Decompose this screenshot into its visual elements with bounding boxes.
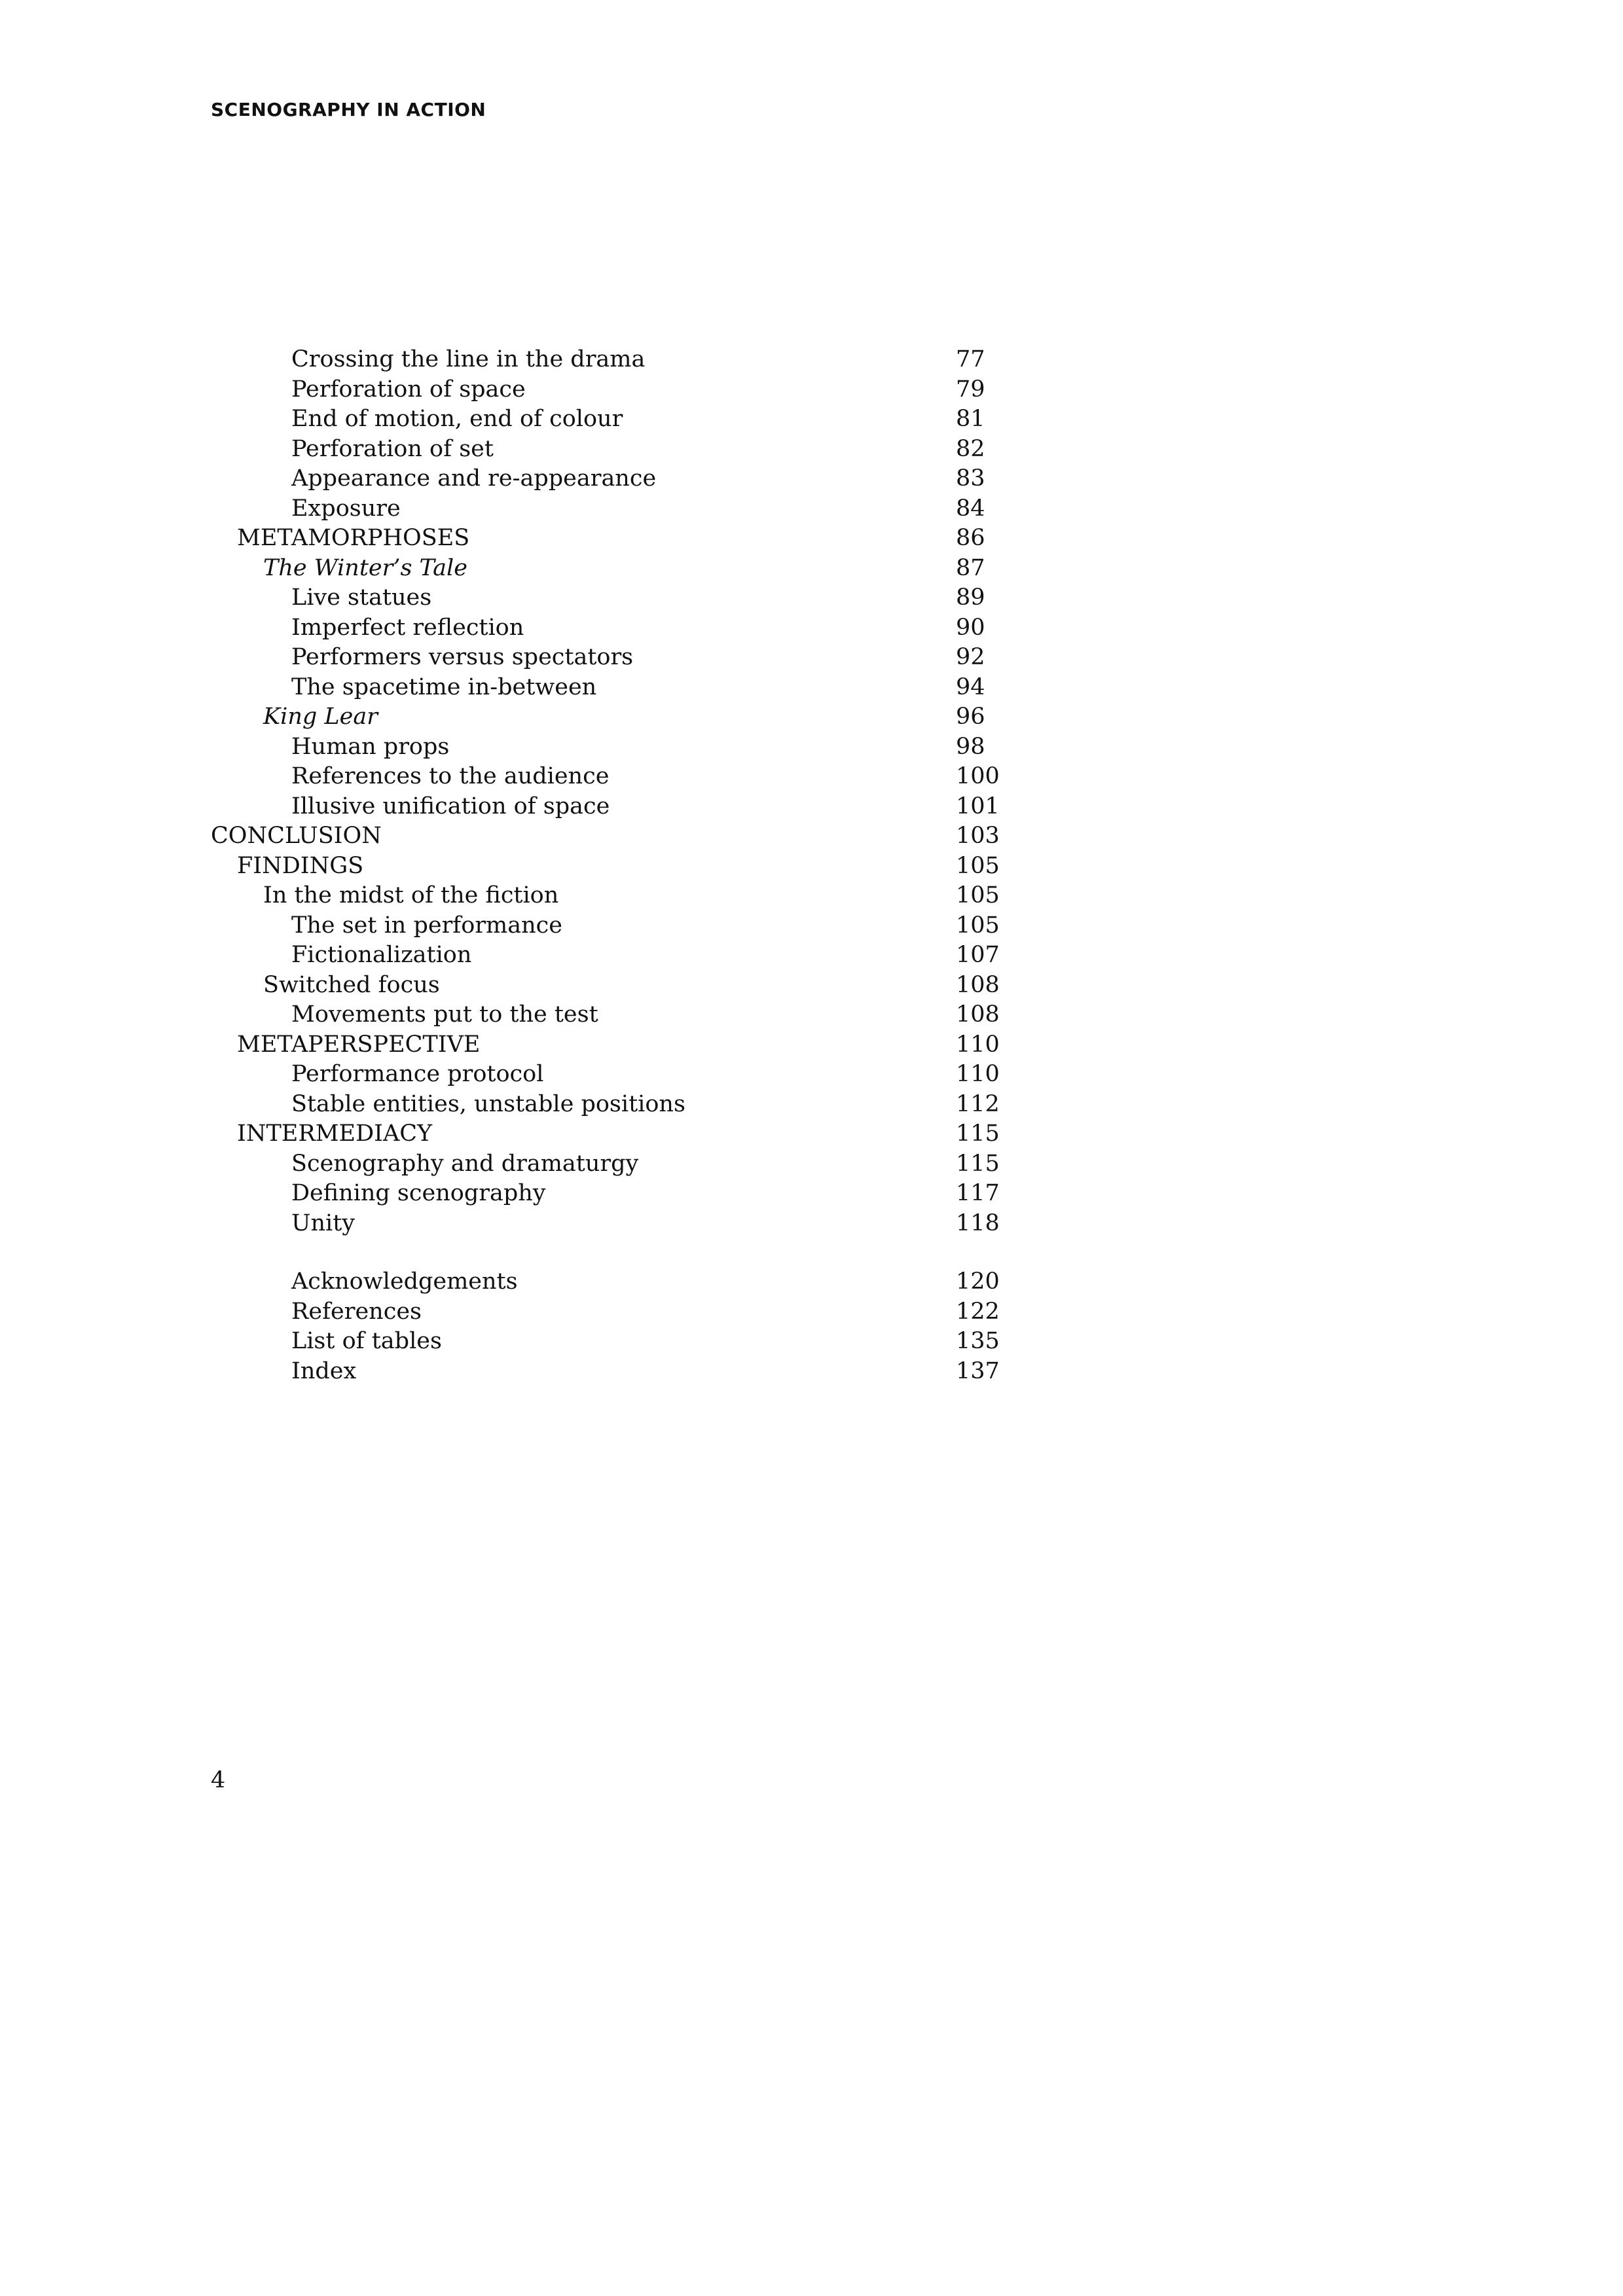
toc-entry-title: The Winter’s Tale — [263, 555, 467, 581]
toc-entry — [0, 1178, 1623, 1208]
toc-entry-page: 92 — [956, 644, 985, 670]
toc-entry-title: Fictionalization — [291, 942, 472, 968]
toc-entry — [0, 880, 1623, 910]
toc-entry-title: Exposure — [291, 495, 401, 522]
toc-entry-page: 117 — [956, 1180, 1000, 1206]
toc-entry — [0, 1089, 1623, 1119]
toc-entry — [0, 1266, 1623, 1297]
toc-entry — [0, 523, 1623, 553]
toc-entry-title: Defining scenography — [291, 1180, 546, 1206]
toc-entry-title: References — [291, 1299, 422, 1325]
toc-entry-page: 90 — [956, 615, 985, 641]
toc-entry-page: 107 — [956, 942, 1000, 968]
toc-entry — [0, 999, 1623, 1030]
toc-entry-title: King Lear — [263, 704, 378, 730]
toc-entry-page: 120 — [956, 1268, 1000, 1295]
toc-entry-title: INTERMEDIACY — [237, 1121, 433, 1147]
toc-entry — [0, 493, 1623, 524]
toc-entry — [0, 553, 1623, 583]
toc-entry-page: 89 — [956, 584, 985, 611]
toc-entry — [0, 642, 1623, 672]
toc-entry — [0, 1356, 1623, 1386]
toc-entry-page: 108 — [956, 1001, 1000, 1028]
page-number: 4 — [211, 1767, 226, 1793]
toc-entry-title: METAPERSPECTIVE — [237, 1031, 481, 1058]
toc-entry — [0, 672, 1623, 702]
toc-entry — [0, 434, 1623, 464]
toc-entry-page: 98 — [956, 734, 985, 760]
toc-entry — [0, 910, 1623, 941]
toc-entry-page: 110 — [956, 1061, 1000, 1087]
toc-entry-page: 82 — [956, 436, 985, 462]
toc-entry-page: 100 — [956, 763, 1000, 789]
toc-entry-page: 84 — [956, 495, 985, 522]
toc-entry-title: The set in performance — [291, 912, 562, 939]
toc-entry-title: METAMORPHOSES — [237, 525, 470, 551]
toc-entry-title: Stable entities, unstable positions — [291, 1091, 685, 1117]
toc-entry-page: 105 — [956, 912, 1000, 939]
toc-entry-title: List of tables — [291, 1328, 442, 1354]
toc-entry-page: 79 — [956, 376, 985, 403]
toc-entry-page: 112 — [956, 1091, 1000, 1117]
toc-entry-page: 122 — [956, 1299, 1000, 1325]
running-head: SCENOGRAPHY IN ACTION — [211, 99, 486, 120]
toc-entry-title: FINDINGS — [237, 853, 364, 879]
toc-entry-title: Performers versus spectators — [291, 644, 634, 670]
toc-entry — [0, 851, 1623, 881]
toc-entry — [0, 940, 1623, 970]
toc-entry-title: Perforation of space — [291, 376, 526, 403]
toc-entry-page: 115 — [956, 1151, 1000, 1177]
toc-entry-page: 105 — [956, 853, 1000, 879]
toc-entry-page: 83 — [956, 465, 985, 492]
toc-entry-title: Perforation of set — [291, 436, 494, 462]
toc-entry-title: In the midst of the fiction — [263, 882, 559, 908]
toc-entry-title: Performance protocol — [291, 1061, 544, 1087]
toc-entry-page: 118 — [956, 1210, 1000, 1236]
toc-entry-page: 77 — [956, 346, 985, 372]
toc-entry — [0, 821, 1623, 851]
toc-entry — [0, 344, 1623, 374]
toc-entry-title: Illusive unification of space — [291, 793, 610, 819]
toc-entry-title: Index — [291, 1358, 357, 1384]
toc-entry-title: End of motion, end of colour — [291, 406, 623, 432]
toc-entry-title: CONCLUSION — [211, 823, 382, 849]
toc-entry-title: Human props — [291, 734, 450, 760]
toc-entry-page: 81 — [956, 406, 985, 432]
toc-entry-title: The spacetime in-between — [291, 674, 597, 700]
toc-entry — [0, 374, 1623, 404]
toc-entry-title: Movements put to the test — [291, 1001, 598, 1028]
toc-entry-page: 115 — [956, 1121, 1000, 1147]
toc-entry — [0, 1059, 1623, 1089]
toc-entry-page: 87 — [956, 555, 985, 581]
toc-entry-page: 110 — [956, 1031, 1000, 1058]
toc-entry — [0, 1297, 1623, 1327]
toc-entry-title: Switched focus — [263, 972, 440, 998]
toc-entry — [0, 404, 1623, 434]
toc-entry — [0, 702, 1623, 732]
toc-entry-page: 137 — [956, 1358, 1000, 1384]
toc-entry-title: Appearance and re-appearance — [291, 465, 657, 492]
toc-entry — [0, 761, 1623, 791]
toc-entry — [0, 1119, 1623, 1149]
toc-entry-page: 105 — [956, 882, 1000, 908]
toc-entry-page: 101 — [956, 793, 1000, 819]
toc-entry — [0, 463, 1623, 493]
toc-entry-page: 103 — [956, 823, 1000, 849]
toc-entry-page: 108 — [956, 972, 1000, 998]
toc-entry-title: Imperfect reflection — [291, 615, 524, 641]
toc-entry — [0, 970, 1623, 1000]
toc-entry — [0, 1030, 1623, 1060]
toc-entry — [0, 1326, 1623, 1356]
toc-entry-page: 94 — [956, 674, 985, 700]
toc-entry-title: Live statues — [291, 584, 432, 611]
toc-entry-page: 96 — [956, 704, 985, 730]
toc-entry-page: 86 — [956, 525, 985, 551]
toc-entry-page: 135 — [956, 1328, 1000, 1354]
toc-entry-title: Scenography and dramaturgy — [291, 1151, 639, 1177]
toc-entry-title: References to the audience — [291, 763, 610, 789]
toc-entry-title: Unity — [291, 1210, 356, 1236]
toc-entry — [0, 613, 1623, 643]
toc-entry-title: Acknowledgements — [291, 1268, 518, 1295]
toc-entry — [0, 732, 1623, 762]
toc-entry — [0, 1208, 1623, 1238]
toc-entry — [0, 583, 1623, 613]
toc-entry — [0, 791, 1623, 821]
toc-entry — [0, 1149, 1623, 1179]
toc-entry-title: Crossing the line in the drama — [291, 346, 646, 372]
